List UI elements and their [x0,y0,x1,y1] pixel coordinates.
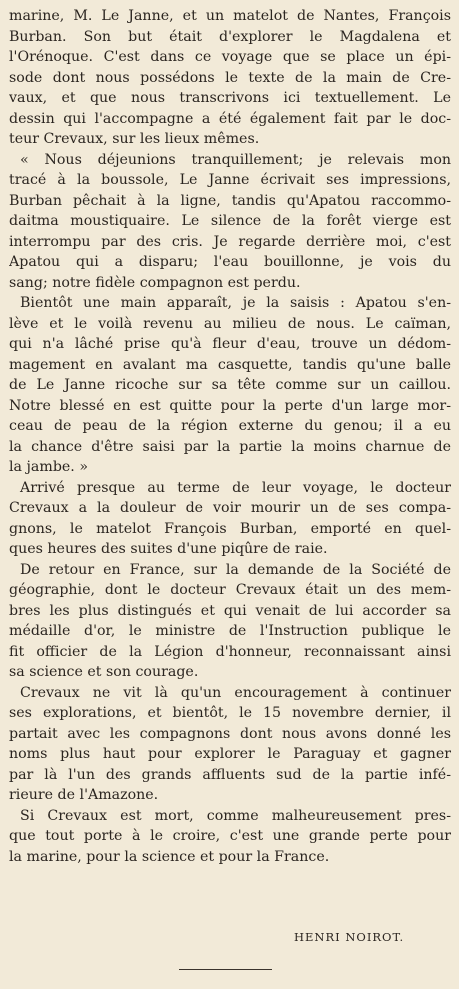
text-line: Apatou qui a disparu; l'eau bouillonne, je vois du [9,254,451,270]
text-line: daitma moustiquaire. Le silence de la forêt vierge est [9,213,451,229]
paragraph-7 [9,806,451,868]
paragraph-5 [9,560,451,683]
text-line: magement en avalant ma casquette, tandis qu'une balle [9,356,451,373]
text-line: ses explorations, et bientôt, le 15 novembre dernier, il [9,705,451,721]
paragraph-4 [9,478,451,560]
text-line: que tout porte à le croire, c'est une grande perte pour [9,828,451,844]
text-line: médaille d'or, le ministre de l'Instruction publique le [9,623,451,639]
text-line: dessin qui l'accompagne a été également fait par le doc- [9,110,451,127]
text-line: sang; notre fidèle compagnon est perdu. [9,274,301,291]
paragraph-6 [9,683,451,806]
text-line: ques heures des suites d'une piqûre de raie. [9,541,328,557]
text-line: « Nous déjeunions tranquillement; je relevais mon [20,151,451,168]
text-line: la chance d'être saisi par la partie la moins charnue de [9,438,451,455]
text-line: ceau de peau de la région externe du genou; il a eu [9,418,451,434]
text-line: Crevaux a la douleur de voir mourir un de ses compa- [9,500,451,516]
text-line: interrompu par des cris. Je regarde derrière moi, c'est [9,233,451,250]
text-line: sa science et son courage. [9,664,199,680]
text-line: teur Crevaux, sur les lieux mêmes. [9,131,260,147]
text-line: lève et le voilà revenu au milieu de nous. Le caïman, [9,315,451,332]
text-line: partait avec les compagnons dont nous avons donné les [9,725,451,742]
text-line: De retour en France, sur la demande de la Société de [20,561,451,578]
text-line: vaux, et que nous transcrivons ici textuellement. Le [9,90,451,106]
text-line: Burban. Son but était d'explorer le Magdalena et [9,28,451,45]
text-line: qui n'a lâché prise qu'à fleur d'eau, trouve un dédom- [9,336,451,352]
section-divider [179,969,272,970]
article-text [9,6,451,867]
text-line: l'Orénoque. C'est dans ce voyage que se place un épi- [9,49,451,65]
text-line: bres les plus distingués et qui venait de lui accorder sa [9,602,451,619]
text-line: par là l'un des grands affluents sud de la partie infé- [9,766,451,783]
paragraph-1 [9,6,451,150]
author-signature: HENRI NOIROT. [294,930,405,944]
paragraph-2 [9,150,451,294]
paragraph-3 [9,293,451,478]
text-line: Bientôt une main apparaît, je la saisis : Apatou s'en- [20,295,451,311]
text-line: fit officier de la Légion d'honneur, reconnaissant ainsi [9,643,451,660]
text-line: noms plus haut pour explorer le Paraguay et gagner [9,746,451,762]
text-line: de Le Janne ricoche sur sa tête comme sur un caillou. [9,377,451,393]
text-line: Crevaux ne vit là qu'un encouragement à continuer [20,684,451,701]
text-line: sode dont nous possédons le texte de la main de Cre- [9,69,451,86]
text-line: la marine, pour la science et pour la France. [9,848,330,865]
text-line: Arrivé presque au terme de leur voyage, le docteur [20,479,451,496]
text-line: Si Crevaux est mort, comme malheureusement pres- [20,807,451,824]
text-line: rieure de l'Amazone. [9,787,159,803]
text-line: géographie, dont le docteur Crevaux était un des mem- [9,582,451,598]
text-line: la jambe. » [9,459,88,475]
text-line: Notre blessé en est quitte pour la perte d'un large mor- [9,397,451,414]
text-line: Burban pêchait à la ligne, tandis qu'Apatou raccommo- [9,192,451,209]
text-line: gnons, le matelot François Burban, emporté en quel- [9,520,451,537]
text-line: tracé à la boussole, Le Janne écrivait ses impressions, [9,172,451,188]
text-line: marine, M. Le Janne, et un matelot de Nantes, François [9,8,451,24]
